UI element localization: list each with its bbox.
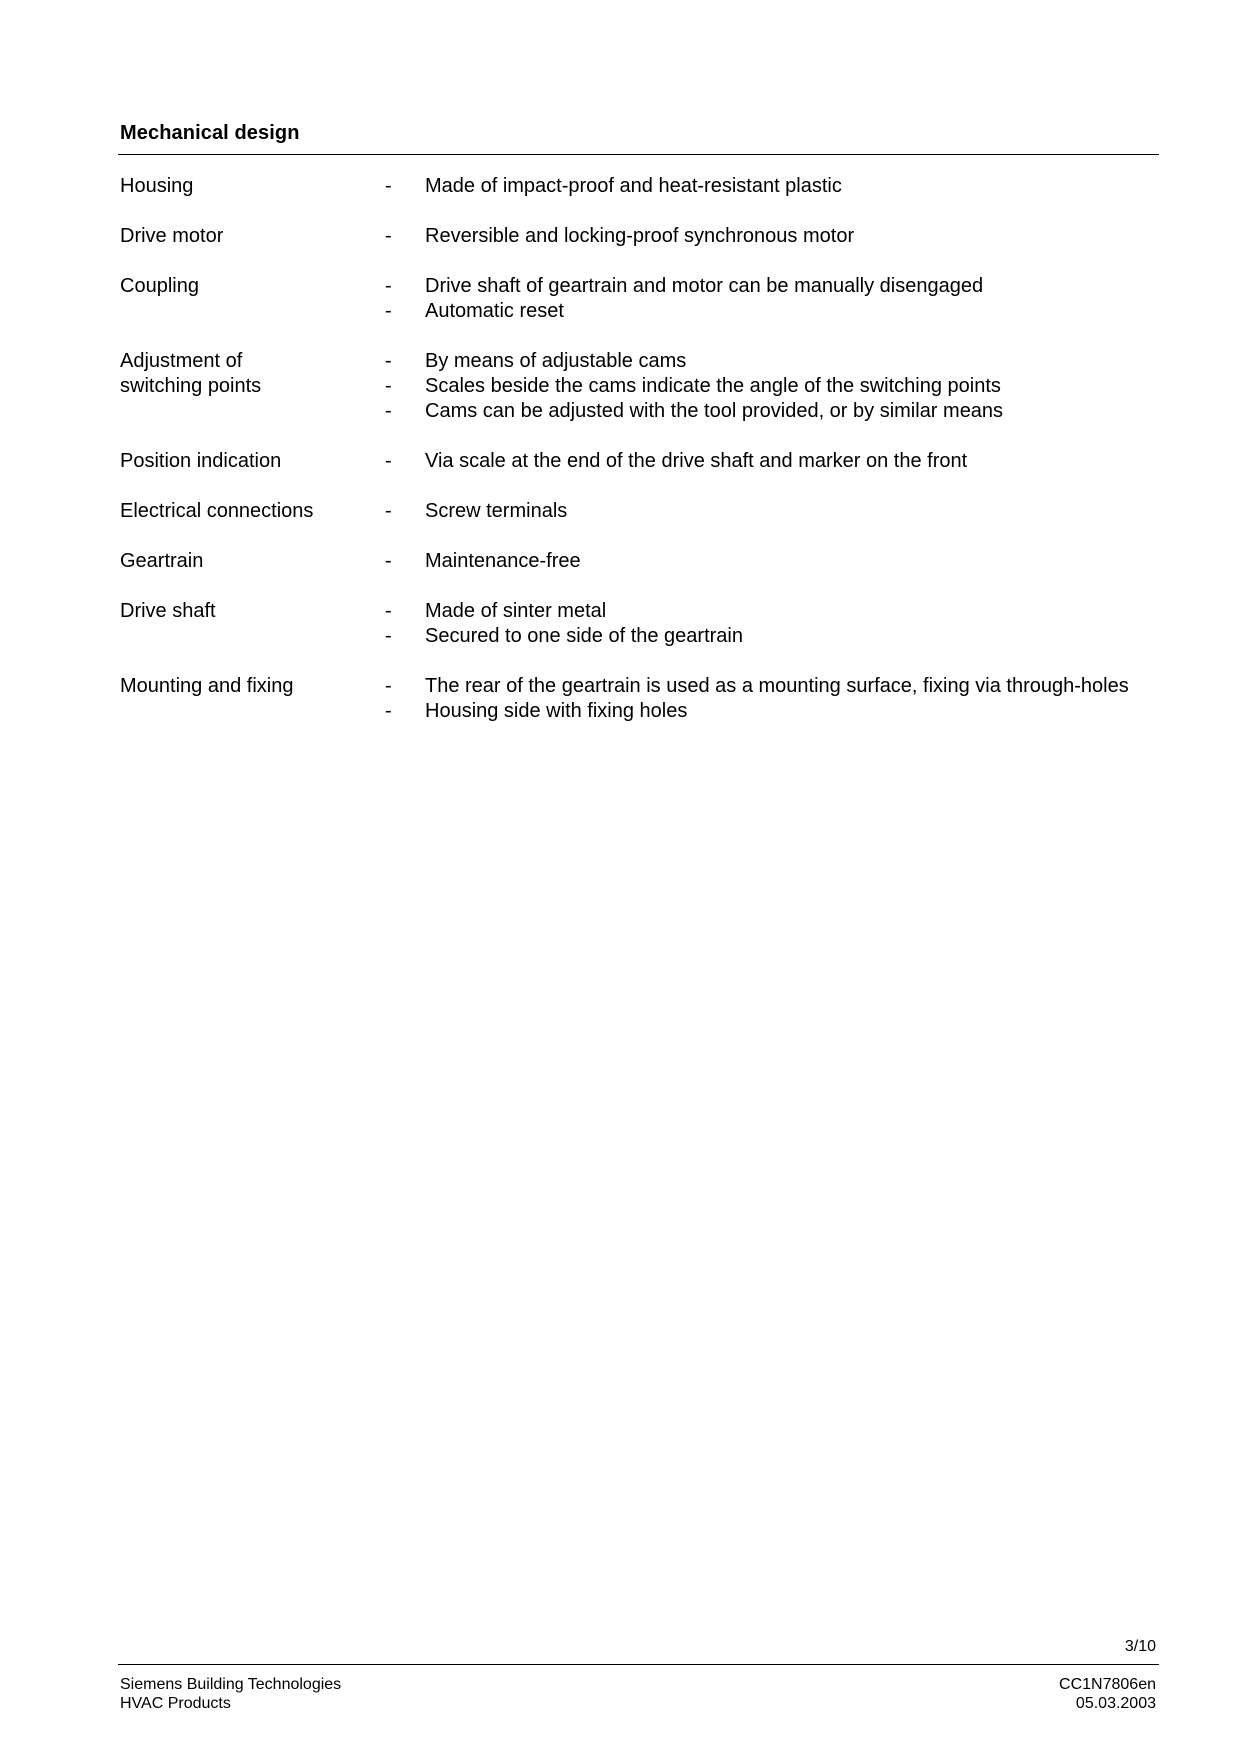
spec-item xyxy=(385,299,983,324)
spec-item-text: The rear of the geartrain is used as a mounting surface, fixing via through-holes xyxy=(425,675,1129,697)
spec-row xyxy=(120,449,1160,474)
spec-items xyxy=(385,224,854,249)
spec-row xyxy=(120,224,1160,249)
footer-doc-id: CC1N7806en xyxy=(1059,1676,1156,1693)
bullet-dash: - xyxy=(385,175,392,197)
bullet-dash: - xyxy=(385,550,392,572)
spec-label: Mounting and fixing xyxy=(120,675,294,697)
spec-row xyxy=(120,599,1160,649)
spec-item xyxy=(385,349,1003,374)
spec-items xyxy=(385,449,967,474)
spec-label: Adjustment of switching points xyxy=(120,350,262,397)
spec-item xyxy=(385,374,1003,399)
spec-item-text: Housing side with fixing holes xyxy=(425,700,688,722)
footer-date: 05.03.2003 xyxy=(1075,1695,1156,1712)
spec-item-text: Secured to one side of the geartrain xyxy=(425,625,743,647)
spec-label: Drive shaft xyxy=(120,600,216,622)
spec-label: Drive motor xyxy=(120,225,224,247)
spec-item-text: Scales beside the cams indicate the angle of the switching points xyxy=(425,375,1001,397)
bullet-dash: - xyxy=(385,375,392,397)
spec-item xyxy=(385,624,743,649)
spec-item-text: Made of impact-proof and heat-resistant plastic xyxy=(425,175,842,197)
spec-items xyxy=(385,274,983,324)
spec-item-text: Reversible and locking-proof synchronous motor xyxy=(425,225,855,247)
bullet-dash: - xyxy=(385,700,392,722)
footer-left xyxy=(120,1675,341,1713)
spec-item-text: Via scale at the end of the drive shaft and marker on the front xyxy=(425,450,968,472)
footer-division: HVAC Products xyxy=(120,1695,231,1712)
spec-row xyxy=(120,349,1160,424)
spec-row xyxy=(120,674,1160,724)
spec-label: Coupling xyxy=(120,275,199,297)
footer-right xyxy=(1059,1675,1156,1713)
spec-items xyxy=(385,549,581,574)
bullet-dash: - xyxy=(385,450,392,472)
spec-item xyxy=(385,224,854,249)
spec-items xyxy=(385,674,1129,724)
spec-row xyxy=(120,274,1160,324)
spec-item xyxy=(385,699,1129,724)
spec-row xyxy=(120,549,1160,574)
spec-label: Position indication xyxy=(120,450,282,472)
spec-row xyxy=(120,174,1160,199)
spec-item xyxy=(385,399,1003,424)
spec-item xyxy=(385,274,983,299)
spec-label: Electrical connections xyxy=(120,500,314,522)
bullet-dash: - xyxy=(385,275,392,297)
title-divider xyxy=(118,154,1159,155)
spec-label: Geartrain xyxy=(120,550,204,572)
spec-item xyxy=(385,674,1129,699)
spec-item xyxy=(385,174,842,199)
bullet-dash: - xyxy=(385,350,392,372)
spec-item-text: Cams can be adjusted with the tool provided, or by similar means xyxy=(425,400,1004,422)
footer-divider xyxy=(118,1664,1159,1665)
spec-items xyxy=(385,499,567,524)
spec-row xyxy=(120,499,1160,524)
page-number: 3/10 xyxy=(1124,1638,1156,1655)
bullet-dash: - xyxy=(385,625,392,647)
spec-item-text: Screw terminals xyxy=(425,500,568,522)
spec-item xyxy=(385,599,743,624)
spec-label: Housing xyxy=(120,175,194,197)
bullet-dash: - xyxy=(385,300,392,322)
spec-item-text: By means of adjustable cams xyxy=(425,350,687,372)
spec-items xyxy=(385,599,743,649)
bullet-dash: - xyxy=(385,500,392,522)
bullet-dash: - xyxy=(385,225,392,247)
spec-items xyxy=(385,174,842,199)
spec-item xyxy=(385,449,967,474)
bullet-dash: - xyxy=(385,400,392,422)
spec-item-text: Automatic reset xyxy=(425,300,564,322)
spec-items xyxy=(385,349,1003,424)
spec-item xyxy=(385,549,581,574)
bullet-dash: - xyxy=(385,675,392,697)
bullet-dash: - xyxy=(385,600,392,622)
spec-item xyxy=(385,499,567,524)
spec-list xyxy=(120,174,1160,749)
section-title: Mechanical design xyxy=(120,122,300,144)
spec-item-text: Drive shaft of geartrain and motor can be manually disengaged xyxy=(425,275,984,297)
spec-item-text: Made of sinter metal xyxy=(425,600,607,622)
spec-item-text: Maintenance-free xyxy=(425,550,581,572)
footer-company: Siemens Building Technologies xyxy=(120,1676,342,1693)
